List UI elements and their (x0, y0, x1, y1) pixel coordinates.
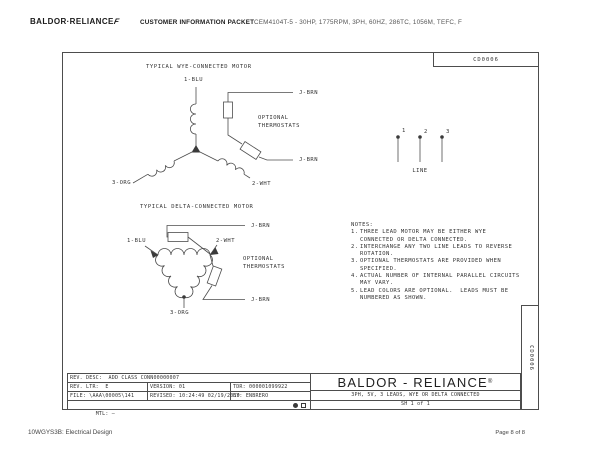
line-lead3-number: 3 (446, 128, 450, 135)
title-block (67, 373, 521, 417)
delta-thermostats-label: THERMOSTATS (243, 264, 285, 270)
delta-lead1-label: 1-BLU (127, 238, 147, 244)
delta-title: TYPICAL DELTA-CONNECTED MOTOR (140, 204, 254, 210)
wye-thermostats-label: THERMOSTATS (258, 123, 300, 129)
tdr-field: TDR: 000001099922 (233, 384, 288, 390)
delta-optional-label: OPTIONAL (243, 256, 274, 262)
logo-text: BALDOR·RELIANCE (30, 17, 114, 26)
sheet-flag-icon (301, 403, 306, 408)
wye-jbrn-bottom-label: J-BRN (299, 156, 319, 163)
sheet-number: SH 1 of 1 (401, 401, 430, 407)
brand-name: BALDOR - RELIANCE (337, 374, 488, 390)
mtl-field: MTL: – (95, 411, 115, 417)
version-field: VERSION: 01 (148, 383, 231, 391)
drawing-subtitle: 3PH, 5V, 3 LEADS, WYE OR DELTA CONNECTED (311, 391, 520, 401)
wye-lead2-label: 2-WHT (252, 181, 272, 187)
note-number: 4. (351, 273, 359, 280)
title-block-icons (293, 403, 306, 408)
rev-row (68, 383, 310, 392)
wye-motor-diagram (133, 87, 293, 183)
delta-lead3-label: 3-ORG (170, 310, 190, 316)
doc-code-box: CD0006 (433, 52, 539, 67)
note-item (351, 258, 527, 273)
line-lead2-number: 2 (424, 128, 428, 135)
wye-lead1-label: 1-BLU (184, 77, 204, 83)
title-block-revision-section (68, 374, 311, 417)
line-label: LINE (412, 168, 428, 174)
rev-ltr-field: REV. LTR: E (68, 383, 148, 391)
note-item (351, 244, 527, 259)
wye-optional-label: OPTIONAL (258, 115, 289, 121)
note-text: LEAD COLORS ARE OPTIONAL. LEADS MUST BE NUMBERED AS SHOWN. (360, 287, 509, 301)
delta-jbrn-top-label: J-BRN (251, 222, 271, 229)
footer-page-number: Page 8 of 8 (495, 429, 525, 436)
note-number: 3. (351, 258, 359, 265)
footer-document-label: 10WGYS3B: Electrical Design (28, 429, 113, 436)
wye-lead3-label: 3-ORG (112, 180, 132, 186)
motor-spec-line: CEM4104T-5 - 30HP, 1775RPM, 3PH, 60HZ, 286TC, 1056M, TEFC, F (254, 18, 463, 26)
note-item (351, 273, 527, 288)
file-row (68, 392, 310, 401)
line-lead1-number: 1 (402, 128, 406, 134)
revision-circle-icon (293, 403, 298, 408)
doc-code-side-label: CD0006 (527, 345, 534, 371)
note-text: ACTUAL NUMBER OF INTERNAL PARALLEL CIRCUITS MAY VARY. (360, 273, 520, 287)
note-text: INTERCHANGE ANY TWO LINE LEADS TO REVERSE ROTATION. (360, 243, 513, 258)
by-field: BY: ENBRERO (233, 393, 269, 399)
note-item (351, 229, 527, 244)
note-number: 1. (351, 229, 359, 236)
packet-title: CUSTOMER INFORMATION PACKET (140, 18, 255, 26)
rev-desc-field: REV. DESC: ADD CLASS CONN00000007 (68, 374, 310, 383)
file-field: FILE: \AAA\00005\141 (68, 392, 148, 400)
title-block-brand-section (311, 374, 520, 409)
note-text: OPTIONAL THERMOSTATS ARE PROVIDED WHEN SPECIFIED. (360, 258, 502, 272)
note-text: THREE LEAD MOTOR MAY BE EITHER WYE CONNECTED OR DELTA CONNECTED. (360, 229, 487, 243)
line-leads-diagram (396, 135, 444, 162)
note-number: 2. (351, 243, 359, 250)
note-item (351, 288, 527, 303)
notes-heading: NOTES: (351, 222, 374, 228)
revised-field: REVISED: 10:24:49 02/19/2019 (150, 393, 240, 399)
baldor-flag-icon: F (112, 17, 121, 26)
notes-block (351, 222, 527, 302)
note-number: 5. (351, 287, 359, 294)
wye-jbrn-top-label: J-BRN (299, 89, 319, 96)
wye-title: TYPICAL WYE-CONNECTED MOTOR (146, 64, 252, 70)
delta-lead2-label: 2-WHT (216, 238, 236, 244)
title-block-brand: BALDOR - RELIANCE ® (311, 374, 520, 391)
delta-jbrn-bottom-label: J-BRN (251, 297, 271, 303)
